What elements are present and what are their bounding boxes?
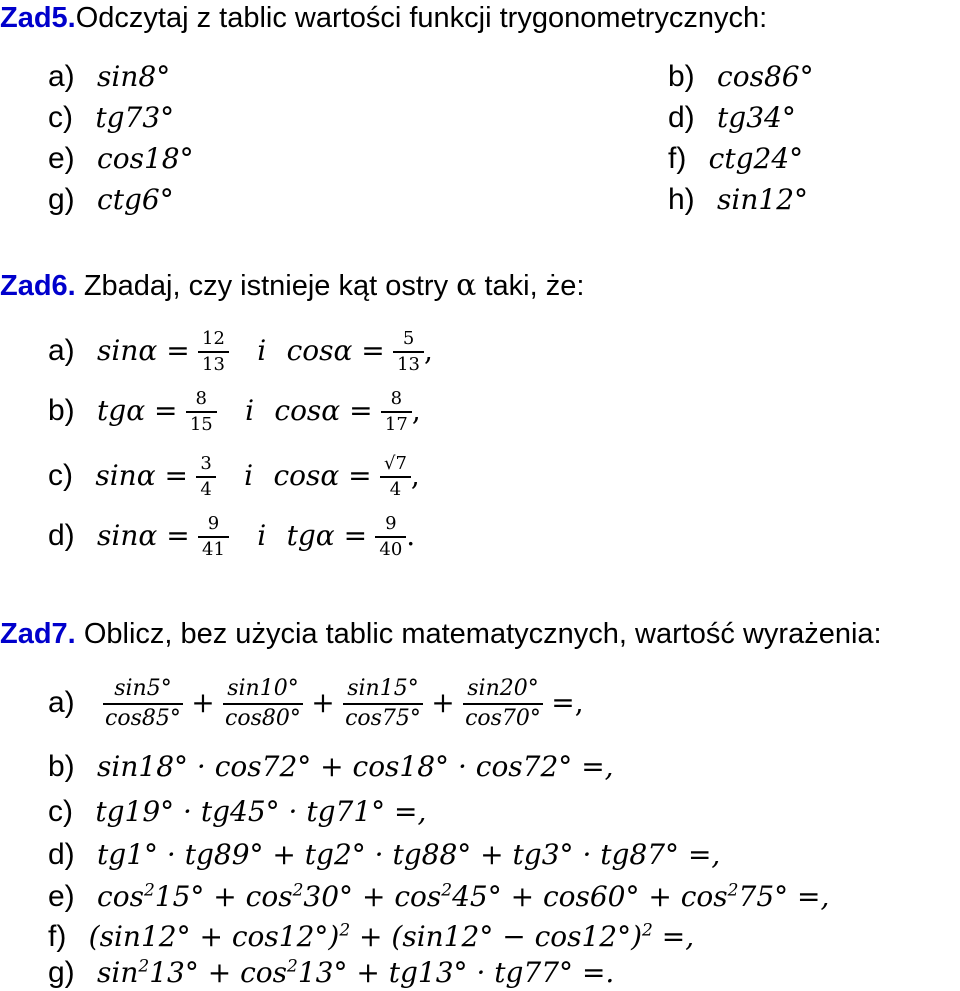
alpha-symbol: α bbox=[456, 268, 477, 303]
zad7-item-e: e) $\cos^215^\circ + \cos^230^\circ + \cos^245^\circ + \cos 60^\circ + \cos^275^\circ$ =, bbox=[48, 880, 830, 913]
fraction: $\frac{3}{4}$ bbox=[196, 455, 215, 499]
zad7-title: Oblicz, bez użycia tablic matematycznych, wartość wyrażenia: bbox=[83, 618, 882, 650]
zad6-item-a: a) sinα = $\frac{12}{13}$ i cosα = $\frac{5}{13}$ , bbox=[48, 328, 433, 375]
zad5-item-d: d) tg34° bbox=[668, 101, 796, 134]
zad5-item-b: b) cos86° bbox=[668, 60, 814, 93]
fraction: $\frac{12}{13}$ bbox=[198, 330, 229, 374]
zad6-item-c: c) sinα = $\frac{3}{4}$ i cosα = $\frac{√7}{4}$ , bbox=[48, 453, 420, 500]
zad6-item-d: d) sinα = $\frac{9}{41}$ i tgα = $\frac{9}{40}$ . bbox=[48, 513, 416, 560]
fraction: $\frac{9}{40}$ bbox=[375, 515, 406, 559]
fraction: $\frac{5}{13}$ bbox=[393, 330, 424, 374]
fraction: $\frac{8}{15}$ bbox=[186, 390, 217, 434]
fraction: $\frac{\sin 5^\circ}{\cos 85^\circ}$ bbox=[105, 676, 181, 731]
fraction: $\frac{9}{41}$ bbox=[198, 515, 229, 559]
zad6-item-b: b) tgα = $\frac{8}{15}$ i cosα = $\frac{8}{17}$ , bbox=[48, 388, 421, 435]
zad7-item-c: c) tg19° · tg45° · tg71° =, bbox=[48, 795, 427, 828]
fraction: $\frac{8}{17}$ bbox=[381, 390, 412, 434]
zad7-number: Zad7. bbox=[0, 618, 76, 650]
zad5-item-f: f) ctg24° bbox=[668, 142, 804, 175]
zad7-heading bbox=[0, 618, 882, 651]
zad5-item-e: e) cos18° bbox=[48, 142, 194, 175]
zad6-heading bbox=[0, 268, 584, 303]
zad5-item-g: g) ctg6° bbox=[48, 183, 174, 216]
zad5-item-c: c) tg73° bbox=[48, 101, 175, 134]
zad5-title: Odczytaj z tablic wartości funkcji trygonometrycznych: bbox=[75, 2, 768, 34]
zad7-item-d: d) tg1° · tg89° + tg2° · tg88° + tg3° · tg87° =, bbox=[48, 838, 721, 871]
zad5-heading bbox=[0, 2, 767, 35]
zad7-item-g: g) $\sin^213^\circ + \cos^213^\circ + tg13^\circ \cdot tg77^\circ$ =. bbox=[48, 956, 615, 989]
zad6-title-before: Zbadaj, czy istnieje kąt ostry bbox=[83, 270, 449, 302]
fraction: $\frac{\sin 20^\circ}{\cos 70^\circ}$ bbox=[465, 676, 541, 731]
zad5-number: Zad5. bbox=[0, 2, 76, 34]
fraction: $\frac{\sin 15^\circ}{\cos 75^\circ}$ bbox=[345, 676, 421, 731]
zad5-item-h: h) sin12° bbox=[668, 183, 809, 216]
zad6-number: Zad6. bbox=[0, 270, 76, 302]
zad7-item-f: f) $(\sin 12^\circ + \cos 12^\circ)^2 + (\sin 12^\circ - \cos 12^\circ)^2$ =, bbox=[48, 920, 695, 953]
fraction: $\frac{√7}{4}$ bbox=[380, 455, 411, 499]
zad6-title-after: taki, że: bbox=[484, 270, 585, 302]
zad7-item-b: b) sin18° · cos72° + cos18° · cos72° =, bbox=[48, 750, 614, 783]
zad5-item-a: a) sin8° bbox=[48, 60, 171, 93]
zad7-item-a: a) $\frac{\sin 5^\circ}{\cos 85^\circ}$ + $\frac{\sin 10^\circ}{\cos 80^\circ}$ + $\frac{\sin 15^\circ}{\cos 75^\circ}$ + $\frac{\sin 20^\circ}{\cos 70^\circ}$ =, bbox=[48, 676, 584, 731]
fraction: $\frac{\sin 10^\circ}{\cos 80^\circ}$ bbox=[225, 676, 301, 731]
